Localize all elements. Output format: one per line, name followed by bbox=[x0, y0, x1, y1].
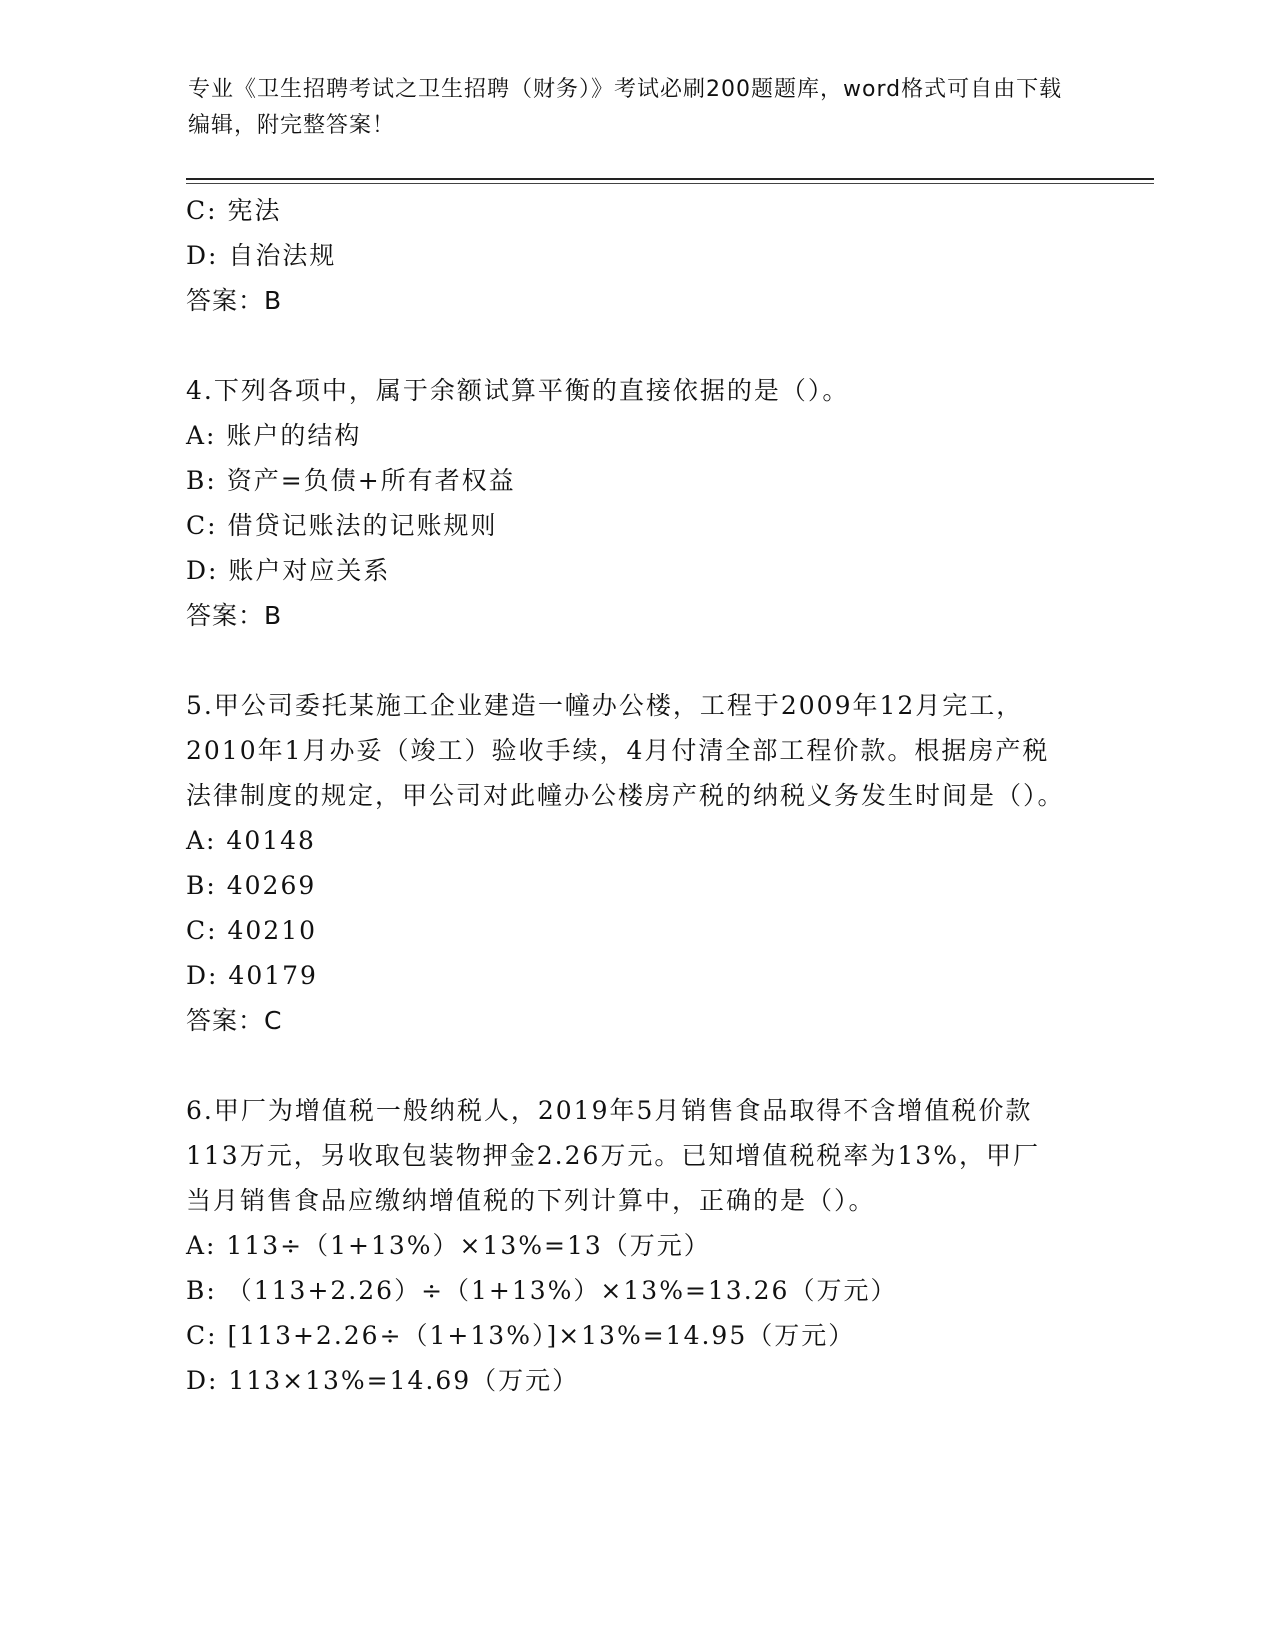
option-b: B: 资产=负债+所有者权益 bbox=[186, 466, 516, 495]
spacer bbox=[186, 638, 1066, 683]
question-list bbox=[186, 188, 1066, 1403]
option-c: C: 宪法 bbox=[186, 196, 282, 225]
header-rule-thin bbox=[186, 183, 1154, 184]
option-d: D: 113×13%=14.69（万元） bbox=[186, 1366, 580, 1395]
answer-line: 答案：B bbox=[186, 286, 283, 315]
option-c: C: 40210 bbox=[186, 916, 318, 945]
document-header: 专业《卫生招聘考试之卫生招聘（财务）》考试必刷200题题库，word格式可自由下载编辑，附完整答案！ bbox=[188, 77, 1063, 138]
question-4 bbox=[186, 368, 1066, 638]
option-a: A: 113÷（1+13%）×13%=13（万元） bbox=[186, 1231, 711, 1260]
option-b: B: （113+2.26）÷（1+13%）×13%=13.26（万元） bbox=[186, 1276, 898, 1305]
answer-line: 答案：C bbox=[186, 1006, 283, 1035]
option-c: C: 借贷记账法的记账规则 bbox=[186, 511, 498, 540]
option-d: D: 自治法规 bbox=[186, 241, 337, 270]
question-stem: 6.甲厂为增值税一般纳税人，2019年5月销售食品取得不含增值税价款113万元，另收取包装物押金2.26万元。已知增值税税率为13%，甲厂当月销售食品应缴纳增值税的下列计算中，正确的是（）。 bbox=[186, 1096, 1040, 1215]
option-b: B: 40269 bbox=[186, 871, 317, 900]
option-d: D: 40179 bbox=[186, 961, 318, 990]
header-rule-thick bbox=[186, 178, 1154, 180]
option-c: C: [113+2.26÷（1+13%）]×13%=14.95（万元） bbox=[186, 1321, 856, 1350]
question-stem: 5.甲公司委托某施工企业建造一幢办公楼，工程于2009年12月完工，2010年1月办妥（竣工）验收手续，4月付清全部工程价款。根据房产税法律制度的规定，甲公司对此幢办公楼房产税的纳税义务发生时间是（）。 bbox=[186, 691, 1065, 810]
spacer bbox=[186, 1043, 1066, 1088]
spacer bbox=[186, 323, 1066, 368]
option-a: A: 40148 bbox=[186, 826, 316, 855]
answer-line: 答案：B bbox=[186, 601, 283, 630]
question-5 bbox=[186, 683, 1066, 1043]
question-stem: 4.下列各项中，属于余额试算平衡的直接依据的是（）。 bbox=[186, 376, 850, 405]
question-6 bbox=[186, 1088, 1066, 1403]
option-a: A: 账户的结构 bbox=[186, 421, 362, 450]
option-d: D: 账户对应关系 bbox=[186, 556, 391, 585]
